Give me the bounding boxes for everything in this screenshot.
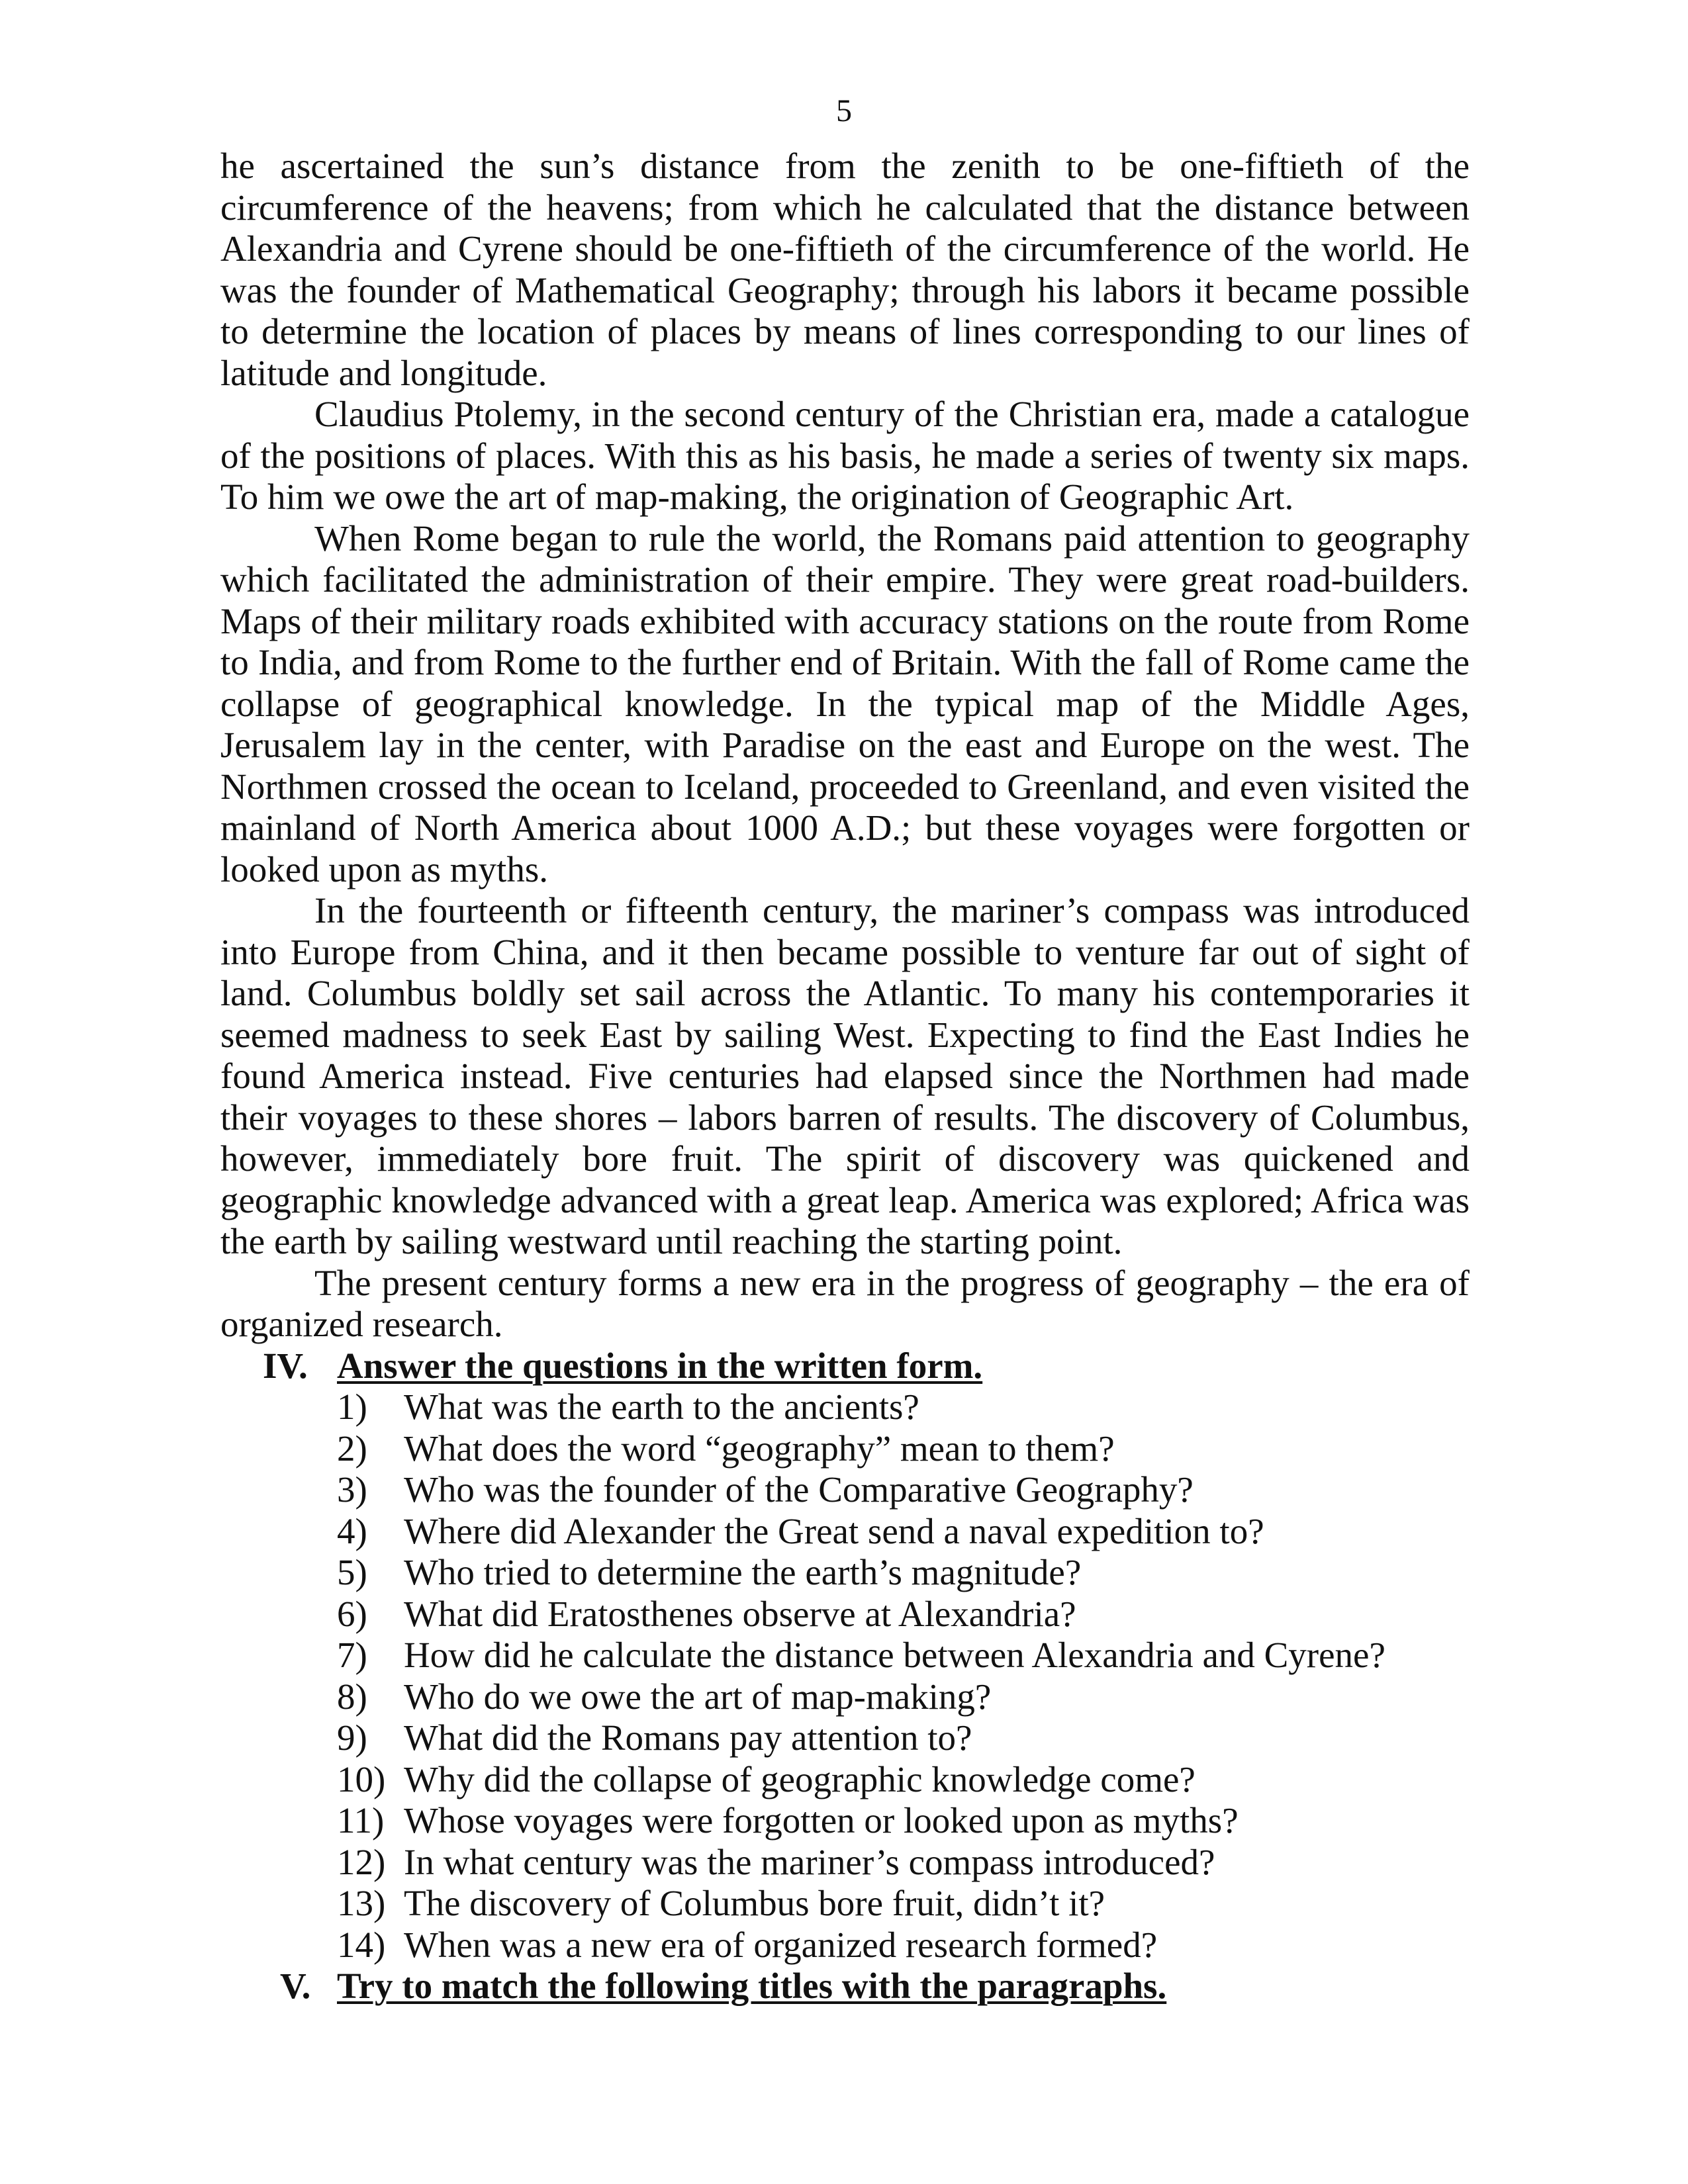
question-text: Where did Alexander the Great send a naval expedition to? <box>404 1510 1264 1551</box>
section-v-number: V. <box>280 1966 311 2006</box>
question-number: 1) <box>337 1387 367 1427</box>
question-list <box>220 1387 1470 1966</box>
question-text: How did he calculate the distance between Alexandria and Cyrene? <box>404 1635 1385 1675</box>
question-text: What was the earth to the ancients? <box>404 1387 919 1427</box>
question-number: 6) <box>337 1593 367 1634</box>
question-text: Whose voyages were forgotten or looked upon as myths? <box>404 1800 1239 1841</box>
page-number: 5 <box>836 93 852 128</box>
question-item <box>220 1925 1470 1966</box>
question-number: 2) <box>337 1428 367 1469</box>
question-number: 14) <box>337 1924 386 1965</box>
question-number: 9) <box>337 1717 367 1758</box>
question-text: What does the word “geography” mean to them? <box>404 1428 1115 1469</box>
question-text: What did the Romans pay attention to? <box>404 1717 972 1758</box>
section-iv-number: IV. <box>263 1345 308 1386</box>
question-text: The discovery of Columbus bore fruit, didn’t it? <box>404 1883 1105 1923</box>
section-v-title: Try to match the following titles with the paragraphs. <box>337 1966 1167 2006</box>
question-item <box>220 1552 1470 1594</box>
question-number: 3) <box>337 1469 367 1510</box>
question-number: 10) <box>337 1758 386 1799</box>
paragraph-mathematical-geography: he ascertained the sun’s distance from the zenith to be one-fiftieth of the circumference of the heavens; from which he calculated that the distance between Alexandria and Cyrene should be one-fiftieth of the circumference of the world. He was the founder of Mathematical Geography; through his labors it became possible to determine the location of places by means of lines corresponding to our lines of latitude and longitude. <box>220 146 1470 393</box>
question-item <box>220 1800 1470 1842</box>
question-number: 8) <box>337 1676 367 1717</box>
question-number: 12) <box>337 1841 386 1882</box>
question-number: 11) <box>337 1800 385 1841</box>
section-iv-heading <box>220 1345 1470 1387</box>
question-item <box>220 1511 1470 1553</box>
question-number: 7) <box>337 1635 367 1675</box>
paragraph-present-century: The present century forms a new era in the progress of geography – the era of organized research. <box>220 1262 1470 1344</box>
paragraph-rome: When Rome began to rule the world, the Romans paid attention to geography which facilitated the administration of their empire. They were great road-builders. Maps of their military roads exhibited with accuracy stations on the route from Rome to India, and from Rome to the further end of Britain. With the fall of Rome came the collapse of geographical knowledge. In the typical map of the Middle Ages, Jerusalem lay in the center, with Paradise on the east and Europe on the west. The Northmen crossed the ocean to Iceland, proceeded to Greenland, and even visited the mainland of North America about 1000 A.D.; but these voyages were forgotten or looked upon as myths. <box>220 518 1470 889</box>
question-number: 13) <box>337 1883 386 1923</box>
question-item <box>220 1635 1470 1676</box>
question-item <box>220 1428 1470 1470</box>
paragraph-ptolemy: Claudius Ptolemy, in the second century of the Christian era, made a catalogue of the positions of places. With this as his basis, he made a series of twenty six maps. To him we owe the art of map-making, the origination of Geographic Art. <box>220 394 1470 517</box>
question-item <box>220 1387 1470 1428</box>
question-text: What did Eratosthenes observe at Alexandria? <box>404 1593 1076 1634</box>
question-text: Why did the collapse of geographic knowledge come? <box>404 1758 1196 1799</box>
question-item <box>220 1594 1470 1635</box>
document-body <box>220 146 1470 2007</box>
section-v-heading <box>220 1966 1470 2007</box>
question-text: Who was the founder of the Comparative Geography? <box>404 1469 1194 1510</box>
question-item <box>220 1883 1470 1925</box>
question-item <box>220 1676 1470 1718</box>
question-item <box>220 1469 1470 1511</box>
question-item <box>220 1717 1470 1759</box>
question-text: Who do we owe the art of map-making? <box>404 1676 992 1717</box>
section-iv-title: Answer the questions in the written form. <box>337 1345 983 1386</box>
question-item <box>220 1842 1470 1884</box>
question-item <box>220 1759 1470 1801</box>
question-text: Who tried to determine the earth’s magnitude? <box>404 1552 1082 1592</box>
question-text: In what century was the mariner’s compass introduced? <box>404 1841 1215 1882</box>
question-number: 5) <box>337 1552 367 1592</box>
question-text: When was a new era of organized research formed? <box>404 1924 1158 1965</box>
question-number: 4) <box>337 1510 367 1551</box>
paragraph-compass-columbus: In the fourteenth or fifteenth century, the mariner’s compass was introduced into Europe from China, and it then became possible to venture far out of sight of land. Columbus boldly set sail across the Atlantic. To many his contemporaries it seemed madness to seek East by sailing West. Expecting to find the East Indies he found America instead. Five centuries had elapsed since the Northmen had made their voyages to these shores – labors barren of results. The discovery of Columbus, however, immediately bore fruit. The spirit of discovery was quickened and geographic knowledge advanced with a great leap. America was explored; Africa was the earth by sailing westward until reaching the starting point. <box>220 890 1470 1261</box>
